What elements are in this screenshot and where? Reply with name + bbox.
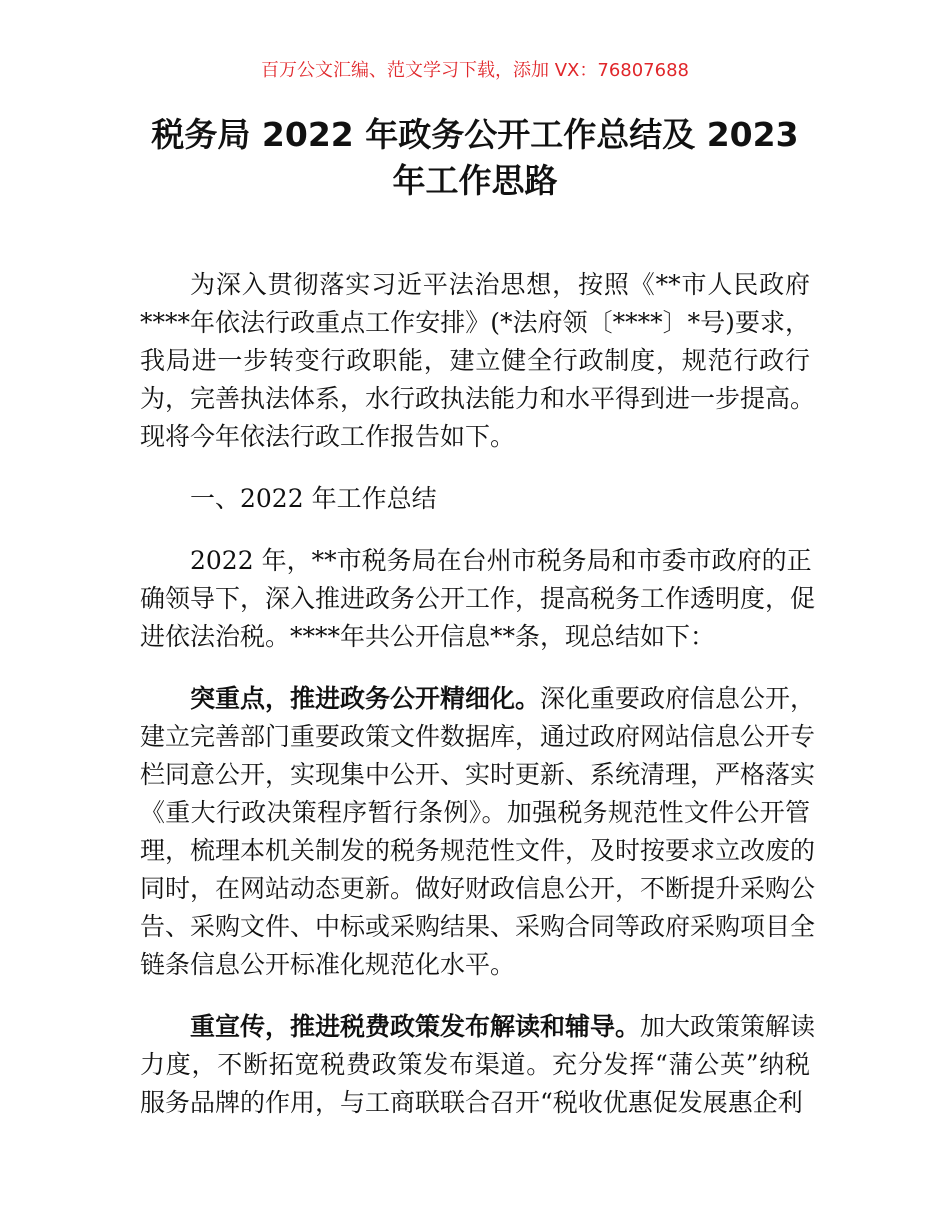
paragraph [140,542,816,656]
line-text: 为，完善执法体系，水行政执法能力和水平得到进一步提高。 [140,384,816,413]
text-line [140,342,810,380]
document-title [100,112,850,204]
line-text: 确领导下，深入推进政务公开工作，提高税务工作透明度，促 [140,584,816,613]
text-line [140,870,816,908]
line-text: 链条信息公开标准化规范化水平。 [140,950,516,979]
line-text: 一、2022 年工作总结 [190,484,437,513]
text-line [140,304,810,342]
text-line [140,480,810,518]
title-line: 税务局 2022 年政务公开工作总结及 2023 [151,115,799,154]
text-line [140,718,816,756]
paragraph [140,680,816,984]
line-text: ****年依法行政重点工作安排》(*法府领〔****〕*号)要求， [140,308,810,337]
paragraph [140,1008,816,1122]
text-line [140,1046,810,1084]
line-text: 告、采购文件、中标或采购结果、采购合同等政府采购项目全 [140,912,816,941]
text-line [140,908,816,946]
line-text: 服务品牌的作用，与工商联联合召开“税收优惠促发展惠企利 [140,1088,803,1117]
document-body [140,266,816,1146]
line-text: 进依法治税。****年共公开信息**条，现总结如下： [140,622,716,651]
line-text: 《重大行政决策程序暂行条例》。加强税务规范性文件公开管 [140,798,810,827]
line-text: 建立完善部门重要政策文件数据库，通过政府网站信息公开专 [140,722,816,751]
text-line [140,680,816,718]
paragraph [140,266,816,456]
paragraph-lead: 突重点，推进政务公开精细化。 [190,684,541,713]
text-line [140,832,816,870]
text-line [140,380,816,418]
paragraph [140,480,810,518]
text-line [140,618,810,656]
text-line [140,1008,816,1046]
line-text: 现将今年依法行政工作报告如下。 [140,422,516,451]
text-line [140,580,816,618]
line-text: 2022 年，**市税务局在台州市税务局和市委市政府的正 [190,546,812,575]
text-line [140,266,810,304]
text-line [140,1084,810,1122]
text-line [140,418,810,456]
line-text: 栏同意公开，实现集中公开、实时更新、系统清理，严格落实 [140,760,816,789]
line-text: 理，梳理本机关制发的税务规范性文件，及时按要求立改废的 [140,836,816,865]
text-line [140,542,810,580]
line-text: 我局进一步转变行政职能，建立健全行政制度，规范行政行 [140,346,810,375]
line-text: 加大政策策解读 [640,1012,816,1041]
title-line: 年工作思路 [392,161,558,200]
line-text: 为深入贯彻落实习近平法治思想，按照《**市人民政府 [190,270,810,299]
text-line [140,794,810,832]
header-banner: 百万公文汇编、范文学习下载，添加 VX：76807688 [261,60,689,81]
paragraph-lead: 重宣传，推进税费政策发布解读和辅导。 [190,1012,641,1041]
line-text: 力度，不断拓宽税费政策发布渠道。充分发挥“蒲公英”纳税 [140,1050,810,1079]
text-line [140,946,810,984]
line-text: 同时，在网站动态更新。做好财政信息公开，不断提升采购公 [140,874,816,903]
line-text: 深化重要政府信息公开， [540,684,816,713]
text-line [140,756,816,794]
